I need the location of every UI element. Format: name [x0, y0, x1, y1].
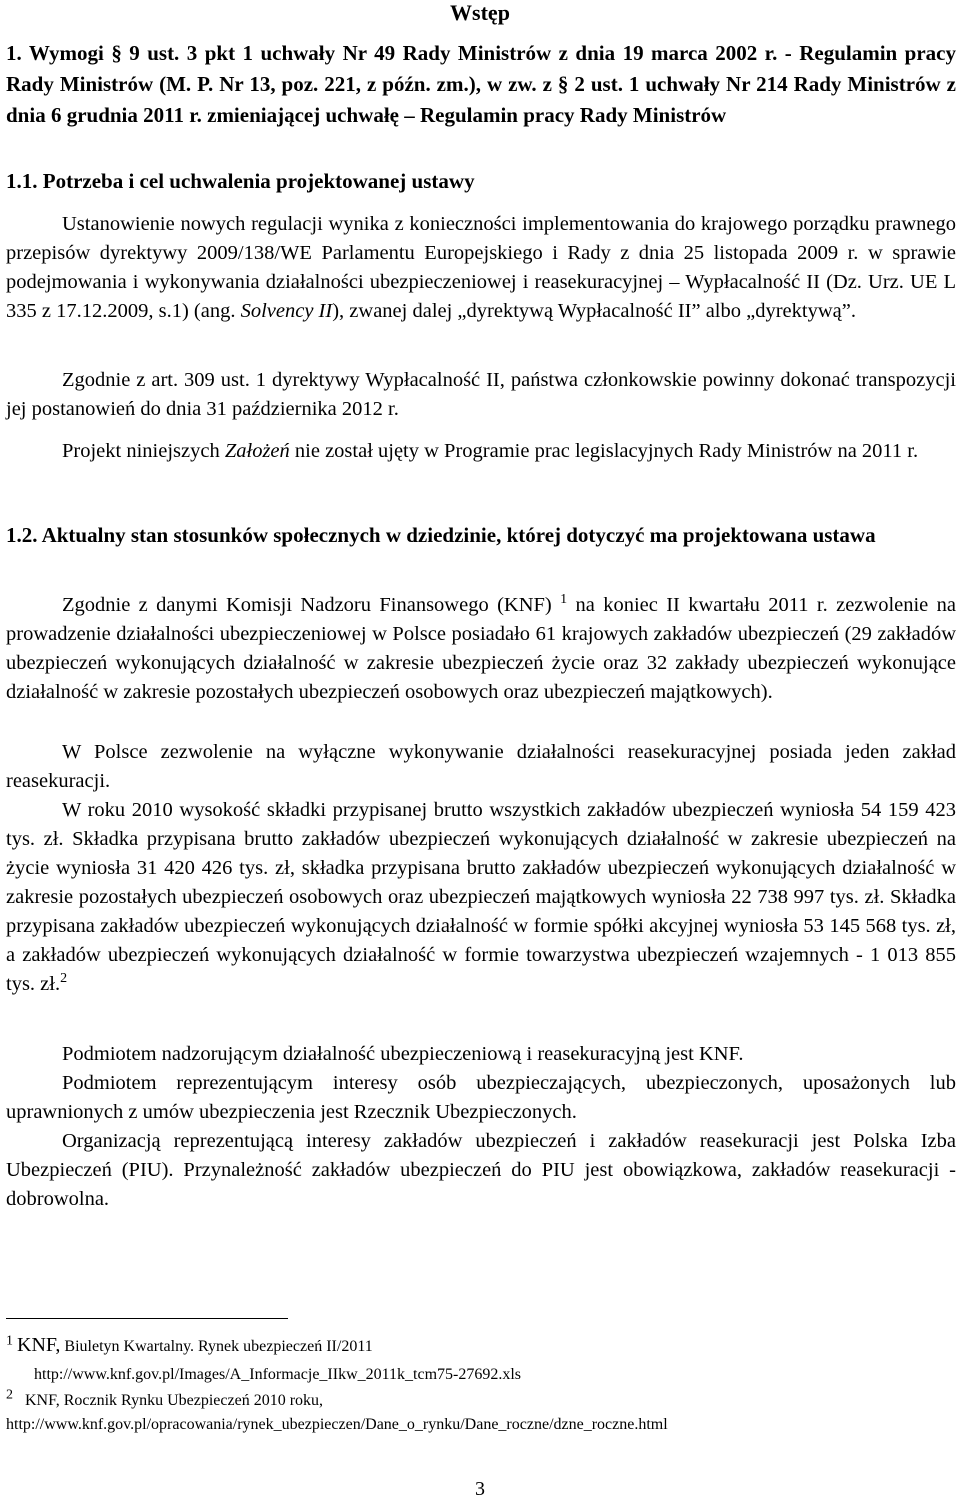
italic-text: Założeń — [224, 440, 290, 462]
footnote-separator — [6, 1318, 288, 1319]
text-run: W roku 2010 wysokość składki przypisanej brutto wszystkich zakładów ubezpieczeń wyniosła 54 159 423 tys. zł. Składka przypisana brutto zakładów ubezpieczeń wykonujących działalność w zakresie ubezpieczeń na życie wyniosła 31 420 426 tys. zł, składka przypisana brutto zakładów ubezpieczeń wykonujących działalność w zakresie pozostałych ubezpieczeń osobowych oraz ubezpieczeń majątkowych wyniosła 22 738 997 tys. zł. Składka przypisana zakładów ubezpieczeń wykonujących działalność w formie spółki akcyjnej wyniosła 53 145 568 tys. zł, a zakładów ubezpieczeń wykonujących działalność w formie towarzystwa ubezpieczeń wzajemnych - 1 013 855 tys. zł. — [6, 799, 956, 995]
section-1-2-paragraph-4: Podmiotem nadzorującym działalność ubezpieczeniową i reasekuracyjną jest KNF. — [62, 1043, 744, 1065]
footnote-ref-2[interactable]: 2 — [60, 971, 68, 987]
section-1-1-paragraph-3 — [6, 437, 956, 466]
text-run: Ustanowienie nowych regulacji wynika z konieczności implementowania do krajowego porządku prawnego przepisów dyrektywy 2009/138/WE Parlamentu Europejskiego i Rady z dnia 25 listopada 2009 r. w sprawie podejmowania i wykonywania działalności ubezpieczeniowej i reasekuracyjnej – Wypłacalność II (Dz. Urz. UE L 335 z 17.12.2009, s.1) (ang. — [6, 213, 956, 322]
footnote-number: 2 — [6, 1387, 13, 1403]
italic-text: Solvency II — [240, 300, 333, 322]
section-1-1-heading: 1.1. Potrzeba i cel uchwalenia projektowanej ustawy — [6, 169, 475, 193]
section-1-1-paragraph-1 — [6, 210, 956, 326]
section-1-2-paragraph-1 — [6, 591, 956, 707]
section-1-1-paragraph-2: Zgodnie z art. 309 ust. 1 dyrektywy Wypłacalność II, państwa członkowskie powinny dokonać transpozycji jej postanowień do dnia 31 października 2012 r. — [6, 369, 956, 420]
page-number: 3 — [475, 1478, 485, 1500]
section-1-2-paragraph-2: W Polsce zezwolenie na wyłączne wykonywanie działalności reasekuracyjnej posiada jeden zakład reasekuracji. — [6, 741, 956, 792]
footnote-ref-1[interactable]: 1 — [560, 592, 568, 608]
text-run: nie został ujęty w Programie prac legislacyjnych Rady Ministrów na 2011 r. — [289, 440, 919, 462]
text-run: Projekt niniejszych — [62, 440, 225, 462]
section-1-2-paragraph-3 — [6, 796, 956, 999]
text-run: ), zwanej dalej „dyrektywą Wypłacalność II” albo „dyrektywą”. — [332, 300, 856, 322]
page-title: Wstęp — [450, 0, 510, 25]
text-run: na koniec II kwartału 2011 r. zezwolenie na prowadzenie działalności ubezpieczeniowej w Polsce posiadało 61 krajowych zakładów ubezpieczeń (29 zakładów ubezpieczeń wykonujących działalność w zakresie ubezpieczeń życie oraz 32 zakłady ubezpieczeń wykonujące działalność w zakresie pozostałych ubezpieczeń osobowych oraz ubezpieczeń majątkowych). — [6, 594, 956, 703]
footnote-2-url[interactable]: http://www.knf.gov.pl/opracowania/rynek_ubezpieczen/Dane_o_rynku/Dane_roczne/dzne_roczne.html — [6, 1416, 668, 1433]
footnote-number: 1 — [6, 1333, 13, 1349]
section-1-heading: 1. Wymogi § 9 ust. 3 pkt 1 uchwały Nr 49 Rady Ministrów z dnia 19 marca 2002 r. - Regulamin pracy Rady Ministrów (M. P. Nr 13, poz. 221, z późn. zm.), w zw. z § 2 ust. 1 uchwały Nr 214 Rady Ministrów z dnia 6 grudnia 2011 r. zmieniającej uchwałę – Regulamin pracy Rady Ministrów — [6, 41, 956, 127]
footnote-2 — [6, 1387, 956, 1412]
section-1-2-heading: 1.2. Aktualny stan stosunków społecznych w dziedzinie, której dotyczyć ma projektowana ustawa — [6, 523, 876, 547]
footnote-text: Biuletyn Kwartalny. Rynek ubezpieczeń II/2011 — [60, 1338, 373, 1355]
footnote-1-url[interactable]: http://www.knf.gov.pl/Images/A_Informacje_IIkw_2011k_tcm75-27692.xls — [34, 1366, 522, 1383]
footnote-1 — [6, 1334, 956, 1358]
section-1-2-paragraph-6: Organizacją reprezentującą interesy zakładów ubezpieczeń i zakładów reasekuracji jest Polska Izba Ubezpieczeń (PIU). Przynależność zakładów ubezpieczeń do PIU jest obowiązkowa, zakładów reasekuracji - dobrowolna. — [6, 1130, 956, 1210]
footnote-source: KNF, — [17, 1334, 61, 1356]
section-1-2-paragraph-5: Podmiotem reprezentującym interesy osób ubezpieczających, ubezpieczonych, uposażonych lub uprawnionych z umów ubezpieczenia jest Rzecznik Ubezpieczonych. — [6, 1072, 956, 1123]
footnote-text: KNF, Rocznik Rynku Ubezpieczeń 2010 roku, — [25, 1392, 324, 1409]
text-run: Zgodnie z danymi Komisji Nadzoru Finansowego (KNF) — [62, 594, 561, 616]
